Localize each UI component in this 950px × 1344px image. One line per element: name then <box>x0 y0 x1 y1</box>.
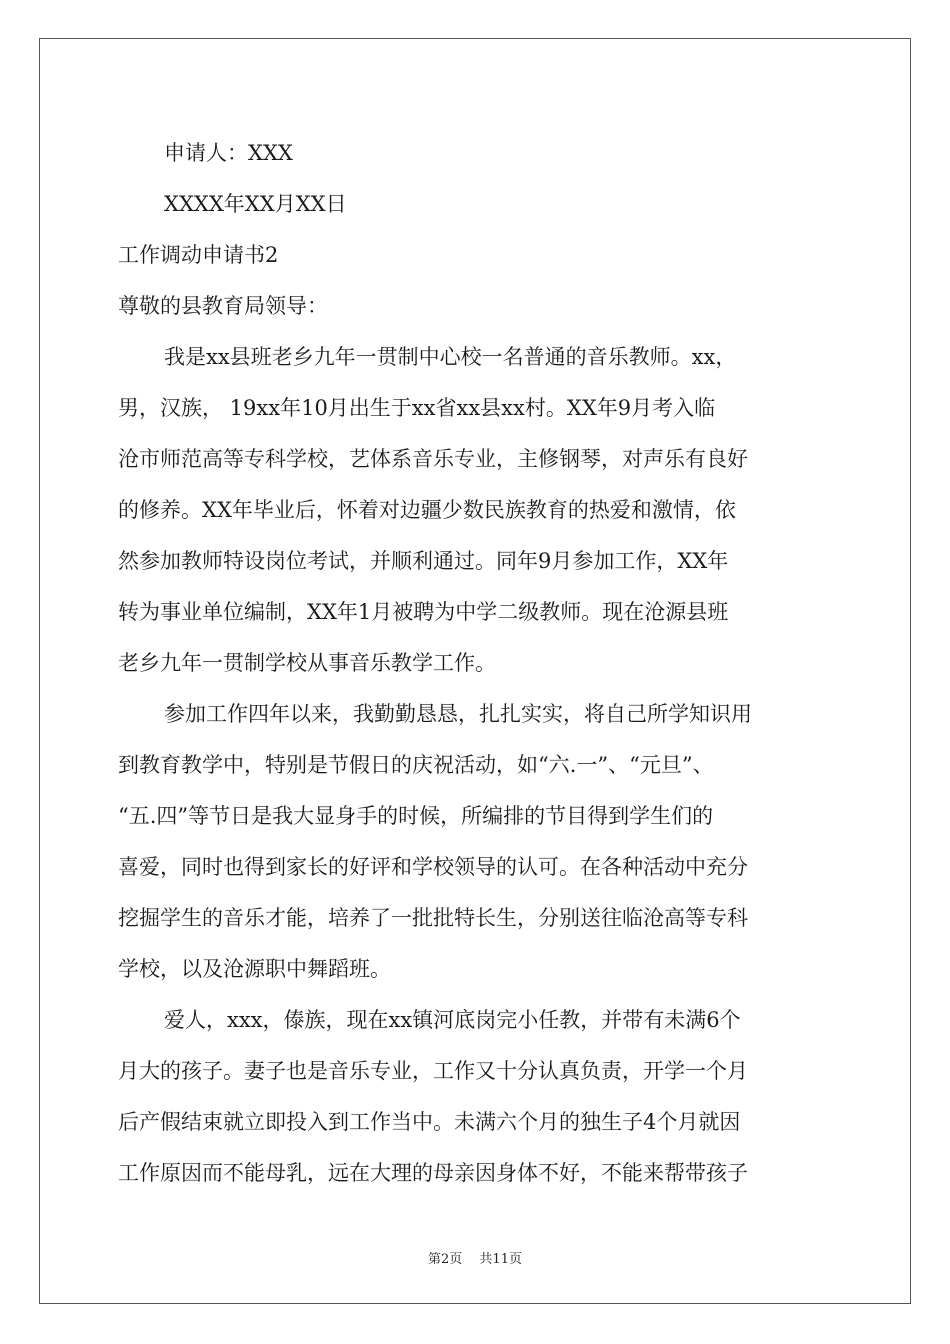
paragraph-line: 然参加教师特设岗位考试，并顺利通过。同年9月参加工作，XX年 <box>118 549 729 573</box>
paragraph-line: 老乡九年一贯制学校从事音乐教学工作。 <box>118 651 496 675</box>
paragraph-line: 月大的孩子。妻子也是音乐专业，工作又十分认真负责，开学一个月 <box>118 1059 748 1083</box>
page-number-footer: 第2页 共11页 <box>428 1252 522 1267</box>
paragraph-line: 的修养。XX年毕业后，怀着对边疆少数民族教育的热爱和激情，依 <box>118 498 736 522</box>
document-body <box>118 128 838 1199</box>
paragraph-line: 男，汉族， 19xx年10月出生于xx省xx县xx村。XX年9月考入临 <box>118 396 716 420</box>
paragraph-line: 转为事业单位编制，XX年1月被聘为中学二级教师。现在沧源县班 <box>118 600 729 624</box>
salutation: 尊敬的县教育局领导： <box>118 294 328 318</box>
paragraph-line: 挖掘学生的音乐才能，培养了一批批特长生，分别送往临沧高等专科 <box>118 906 748 930</box>
paragraph-line: 工作原因而不能母乳，远在大理的母亲因身体不好，不能来帮带孩子 <box>118 1161 748 1185</box>
paragraph-line: 喜爱，同时也得到家长的好评和学校领导的认可。在各种活动中充分 <box>118 855 748 879</box>
paragraph-line: 我是xx县班老乡九年一贯制中心校一名普通的音乐教师。xx， <box>164 345 737 369</box>
paragraph-line: 沧市师范高等专科学校，艺体系音乐专业，主修钢琴，对声乐有良好 <box>118 447 748 471</box>
date-line: XXXX年XX月XX日 <box>164 192 347 216</box>
applicant-line: 申请人：XXX <box>164 141 293 165</box>
paragraph-line: “五.四”等节日是我大显身手的时候，所编排的节目得到学生们的 <box>118 804 714 828</box>
paragraph-line: 爱人，xxx，傣族，现在xx镇河底岗完小任教，并带有未满6个 <box>164 1008 741 1032</box>
paragraph-line: 后产假结束就立即投入到工作当中。未满六个月的独生子4个月就因 <box>118 1110 741 1134</box>
document-title: 工作调动申请书2 <box>118 243 279 267</box>
paragraph-line: 参加工作四年以来，我勤勤恳恳，扎扎实实，将自己所学知识用 <box>164 702 752 726</box>
paragraph-line: 学校，以及沧源职中舞蹈班。 <box>118 957 391 981</box>
paragraph-line: 到教育教学中，特别是节假日的庆祝活动，如“六.一”、“元旦”、 <box>118 753 714 777</box>
